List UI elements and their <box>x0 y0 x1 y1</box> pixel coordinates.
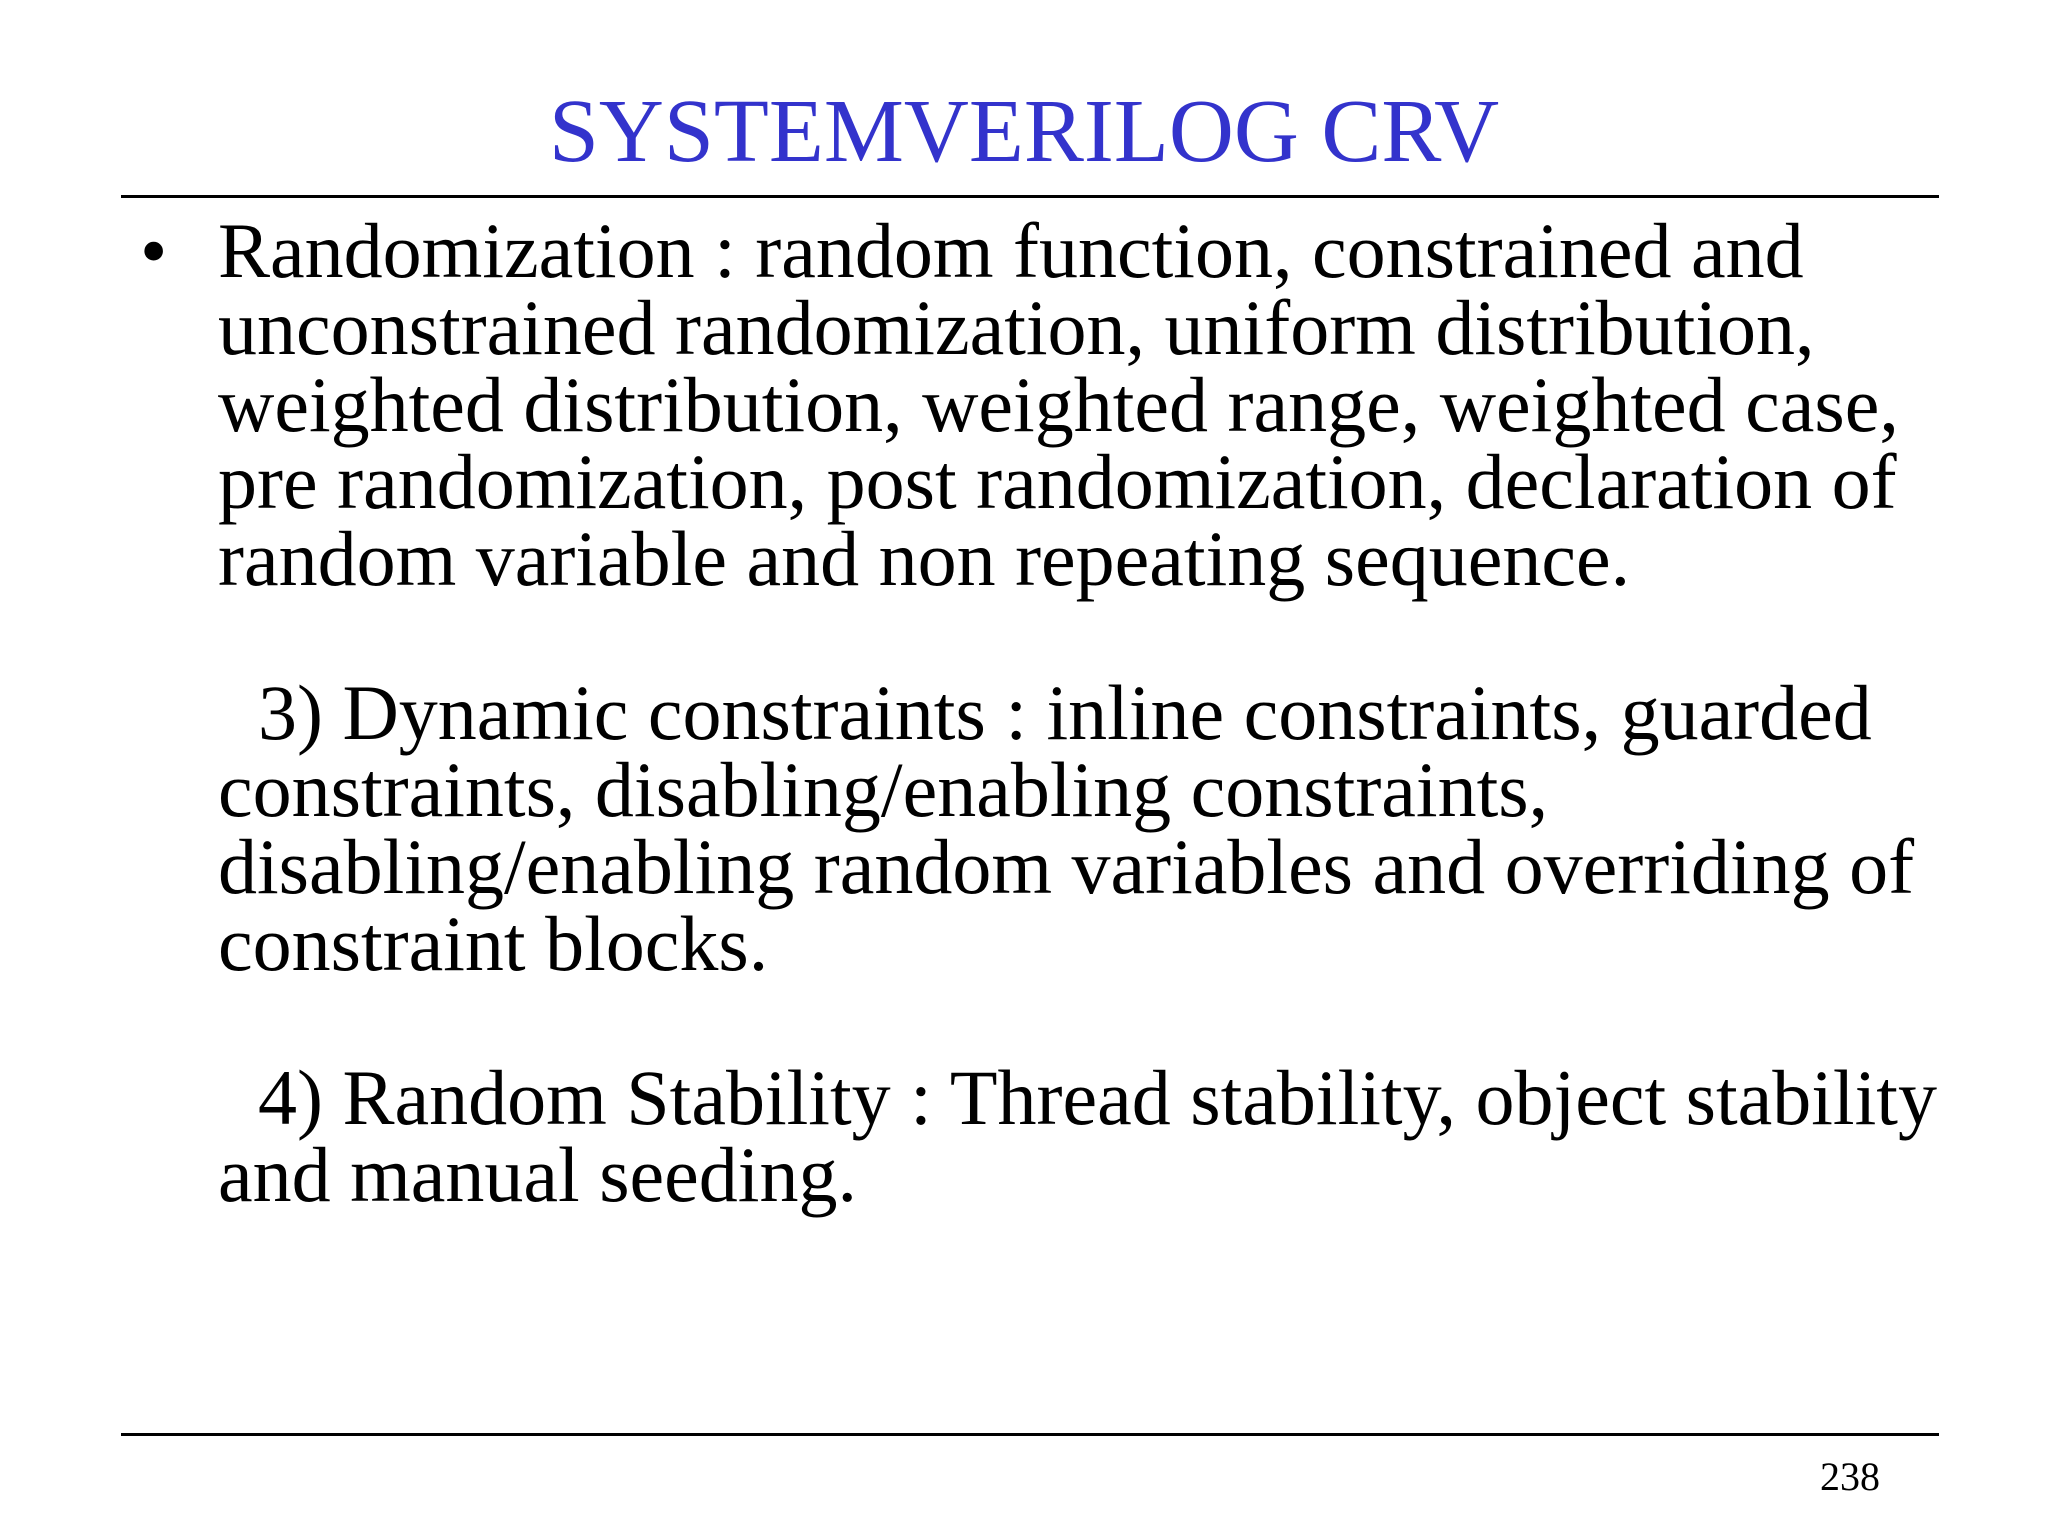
item-3-text: 3) Dynamic constraints : inline constraints, guarded constraints, disabling/enabling constraints, disabling/enabling random variables and overriding of constraint blocks. <box>218 669 1915 987</box>
bullet-item-randomization <box>140 207 1940 602</box>
slide-title: SYSTEMVERILOG CRV <box>548 82 1500 181</box>
top-divider <box>121 195 1939 198</box>
item-4-text: 4) Random Stability : Thread stability, object stability and manual seeding. <box>218 1054 1937 1218</box>
slide-body <box>140 207 1940 1218</box>
bullet-icon: • <box>140 207 168 294</box>
list-item-dynamic-constraints <box>140 669 1940 987</box>
list-item-random-stability <box>140 1054 1940 1218</box>
page-number: 238 <box>1820 1454 1880 1499</box>
bullet-text: Randomization : random function, constrained and unconstrained randomization, uniform distribution, weighted distribution, weighted range, weighted case, pre randomization, post randomization, declaration of random variable and non repeating sequence. <box>218 207 1899 602</box>
bottom-divider <box>121 1433 1939 1436</box>
